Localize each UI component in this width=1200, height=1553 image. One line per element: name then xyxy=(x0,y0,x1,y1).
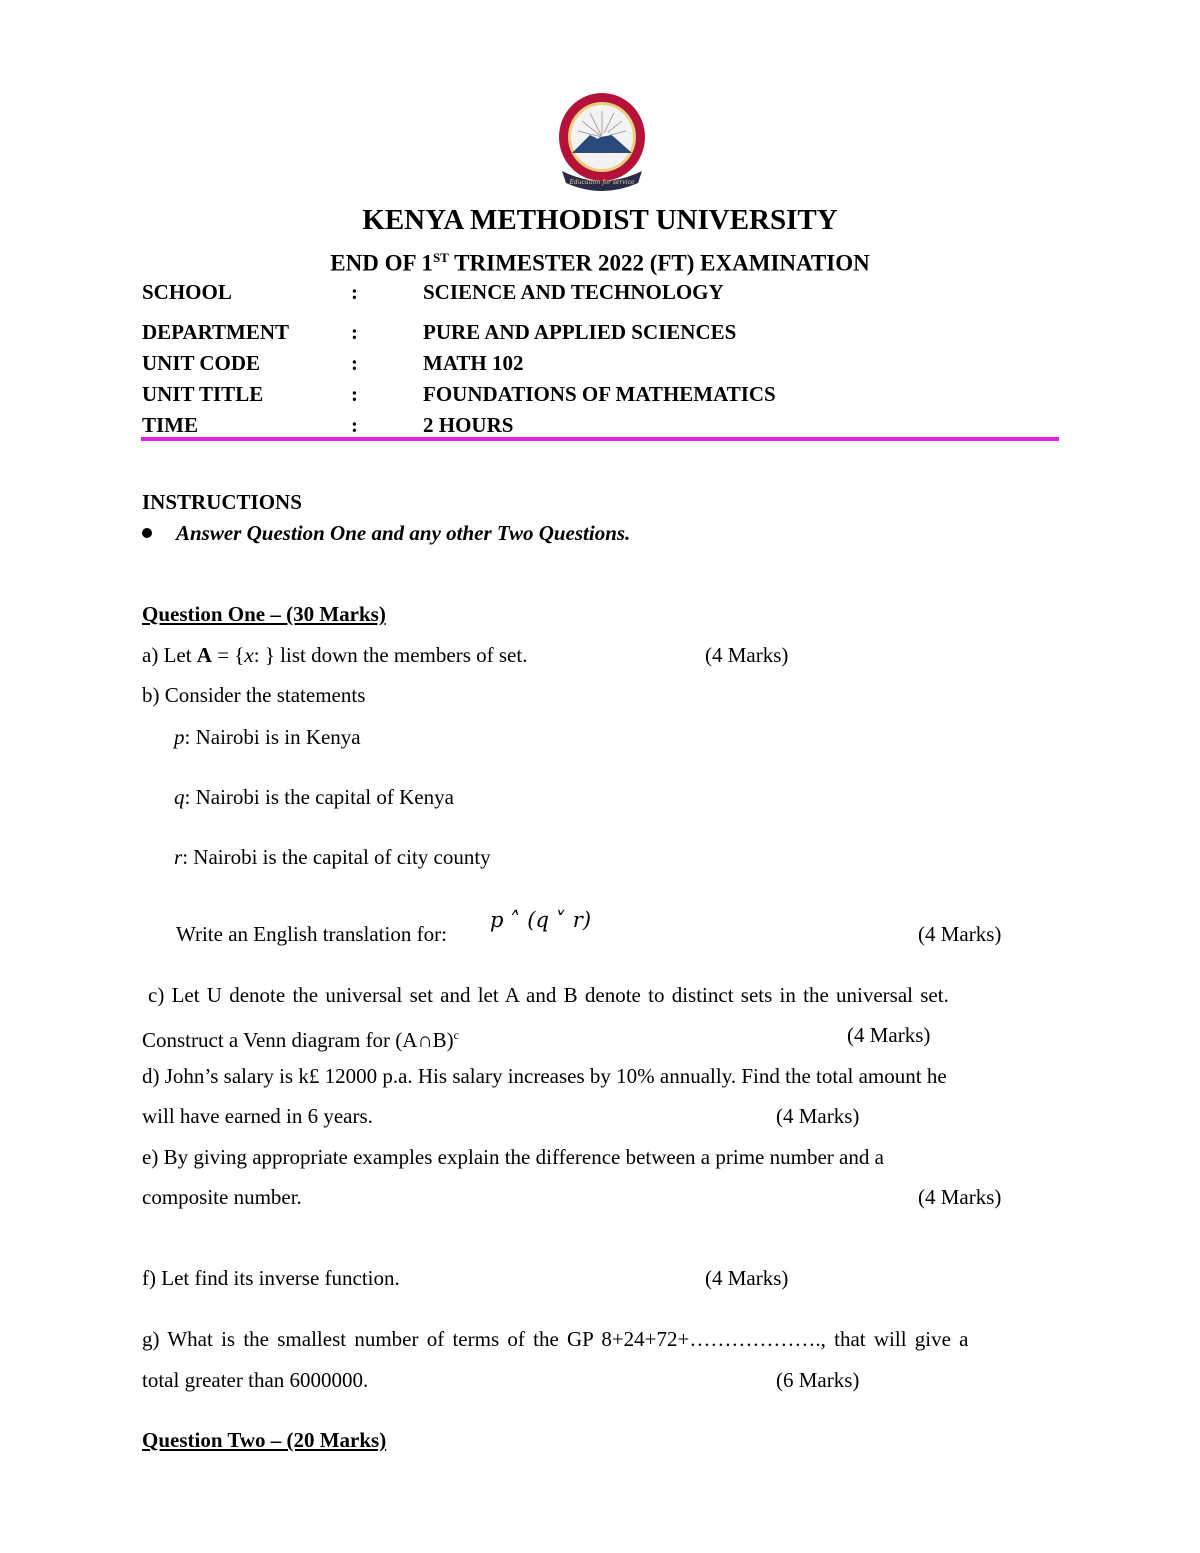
q1b-write-prompt: Write an English translation for: xyxy=(176,922,447,946)
field-colon: : xyxy=(351,320,358,344)
bullet-icon xyxy=(142,528,152,538)
q1g-line2: total greater than 6000000. xyxy=(142,1368,369,1392)
q1a-marks: (4 Marks) xyxy=(705,643,789,667)
university-seal-logo xyxy=(556,91,648,195)
statement-r: r: Nairobi is the capital of city county xyxy=(174,845,491,869)
field-colon: : xyxy=(351,351,358,375)
q1d-line2: will have earned in 6 years. xyxy=(142,1104,373,1128)
q1e-line2: composite number. xyxy=(142,1185,302,1209)
q1c-line2: Construct a Venn diagram for (A∩B)$^c$ xyxy=(142,1028,459,1052)
q1c-line1: c) Let U denote the universal set and let A and B denote to distinct sets in the universal set. xyxy=(148,983,949,1007)
field-label-school: SCHOOL xyxy=(142,280,232,304)
field-value-school: SCIENCE AND TECHNOLOGY xyxy=(423,280,724,304)
field-label-unit-title: UNIT TITLE xyxy=(142,382,264,406)
field-colon: : xyxy=(351,280,358,304)
university-name: KENYA METHODIST UNIVERSITY xyxy=(362,204,838,236)
statement-p: p: Nairobi is in Kenya xyxy=(174,725,361,749)
q1f-marks: (4 Marks) xyxy=(705,1266,789,1290)
field-label-unit-code: UNIT CODE xyxy=(142,351,261,375)
field-value-department: PURE AND APPLIED SCIENCES xyxy=(423,320,737,344)
field-value-unit-code: MATH 102 xyxy=(423,351,524,375)
svg-text:Education for service: Education for service xyxy=(569,179,635,186)
q1g-marks: (6 Marks) xyxy=(776,1368,860,1392)
q1e-marks: (4 Marks) xyxy=(918,1185,1002,1209)
q1d-marks: (4 Marks) xyxy=(776,1104,860,1128)
field-label-time: TIME xyxy=(142,413,199,437)
q1e-line1: e) By giving appropriate examples explain the difference between a prime number and a xyxy=(142,1145,884,1169)
question-two-heading: Question Two – (20 Marks) xyxy=(142,1428,387,1452)
field-value-unit-title: FOUNDATIONS OF MATHEMATICS xyxy=(423,382,776,406)
field-label-department: DEPARTMENT xyxy=(142,320,290,344)
instructions-heading: INSTRUCTIONS xyxy=(142,490,302,514)
q1b-marks: (4 Marks) xyxy=(918,922,1002,946)
q1g-line1: g) What is the smallest number of terms of the GP 8+24+72+………………., that will give a xyxy=(142,1327,969,1351)
q1a-text: a) Let A = {x: } list down the members of set. xyxy=(142,643,528,667)
q1d-line1: d) John’s salary is k£ 12000 p.a. His salary increases by 10% annually. Find the total amount he xyxy=(142,1064,947,1088)
field-colon: : xyxy=(351,413,358,437)
instruction-item: Answer Question One and any other Two Questions. xyxy=(176,521,631,545)
q1c-marks: (4 Marks) xyxy=(847,1023,931,1047)
header-divider xyxy=(141,437,1059,441)
q1f-line: f) Let find its inverse function. xyxy=(142,1266,400,1290)
exam-title: END OF 1ST TRIMESTER 2022 (FT) EXAMINATION xyxy=(330,250,870,276)
field-value-time: 2 HOURS xyxy=(423,413,514,437)
q1b-intro: b) Consider the statements xyxy=(142,683,366,707)
field-colon: : xyxy=(351,382,358,406)
statement-q: q: Nairobi is the capital of Kenya xyxy=(174,785,454,809)
question-one-heading: Question One – (30 Marks) xyxy=(142,602,386,626)
logic-expression: p ˄ (q ˅ r) xyxy=(490,908,592,932)
